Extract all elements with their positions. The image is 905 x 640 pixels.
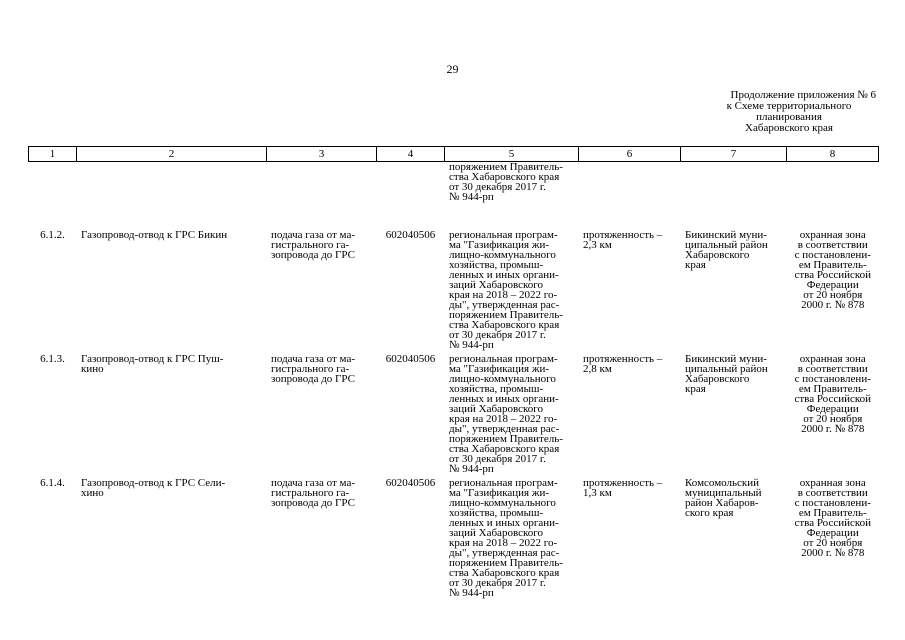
object-purpose: подача газа от ма- гистрального га- зопровода до ГРС xyxy=(271,353,355,385)
object-length: протяженность – 1,3 км xyxy=(583,477,663,499)
table-row xyxy=(29,474,879,598)
header-col-8: 8 xyxy=(787,147,879,162)
header-row xyxy=(29,147,879,162)
appendix-line-1: Продолжение приложения № 6 xyxy=(730,89,876,101)
appendix-heading xyxy=(690,90,888,134)
row-number: 6.1.4. xyxy=(40,477,65,489)
object-code: 602040506 xyxy=(385,229,436,241)
program-basis: региональная програм- ма "Газификация жи- лищно-коммунального хозяйства, промыш- ленных и иных органи- заций Хабаровского края на 2018 – 2022 го- ды", утвержденная рас- поряжением Правитель- ства Хабаровского края от 30 декабря 2017 г. № 944-рп xyxy=(449,229,563,351)
object-name: Газопровод-отвод к ГРС Сели- хино xyxy=(81,477,226,499)
object-district: Бикинский муни- ципальный район Хабаровского края xyxy=(685,353,768,395)
objects-table xyxy=(28,146,879,598)
page-number: 29 xyxy=(446,62,459,76)
object-length: протяженность – 2,3 км xyxy=(583,229,663,251)
object-purpose: подача газа от ма- гистрального га- зопровода до ГРС xyxy=(271,477,355,509)
header-col-6: 6 xyxy=(579,147,681,162)
object-length: протяженность – 2,8 км xyxy=(583,353,663,375)
appendix-line-4: Хабаровского края xyxy=(745,122,833,134)
row-number: 6.1.2. xyxy=(40,229,65,241)
object-code: 602040506 xyxy=(385,477,436,489)
program-basis: региональная програм- ма "Газификация жи- лищно-коммунального хозяйства, промыш- ленных и иных органи- заций Хабаровского края на 2018 – 2022 го- ды", утвержденная рас- поряжением Правитель- ства Хабаровского края от 30 декабря 2017 г. № 944-рп xyxy=(449,353,563,475)
header-col-5: 5 xyxy=(445,147,579,162)
continuation-program-text: поряжением Правитель- ства Хабаровского края от 30 декабря 2017 г. № 944-рп xyxy=(449,161,563,203)
object-name: Газопровод-отвод к ГРС Бикин xyxy=(81,229,228,241)
object-district: Бикинский муни- ципальный район Хабаровского края xyxy=(685,229,768,271)
protection-zone: охранная зона в соответствии с постановлени- ем Правитель- ства Российской Федерации от 20 ноября 2000 г. № 878 xyxy=(794,353,872,435)
header-col-4: 4 xyxy=(377,147,445,162)
header-col-2: 2 xyxy=(77,147,267,162)
object-purpose: подача газа от ма- гистрального га- зопровода до ГРС xyxy=(271,229,355,261)
program-basis: региональная програм- ма "Газификация жи- лищно-коммунального хозяйства, промыш- ленных и иных органи- заций Хабаровского края на 2018 – 2022 го- ды", утвержденная рас- поряжением Правитель- ства Хабаровского края от 30 декабря 2017 г. № 944-рп xyxy=(449,477,563,599)
appendix-line-2: к Схеме территориального xyxy=(726,100,852,112)
row-number: 6.1.3. xyxy=(40,353,65,365)
object-district: Комсомольский муниципальный район Хабаров- ского края xyxy=(685,477,762,519)
continuation-row xyxy=(29,162,879,203)
table-row xyxy=(29,350,879,474)
table-row xyxy=(29,226,879,350)
header-col-3: 3 xyxy=(267,147,377,162)
appendix-line-3: планирования xyxy=(756,111,822,123)
object-code: 602040506 xyxy=(385,353,436,365)
protection-zone: охранная зона в соответствии с постановлени- ем Правитель- ства Российской Федерации от 20 ноября 2000 г. № 878 xyxy=(794,477,872,559)
header-col-1: 1 xyxy=(29,147,77,162)
header-col-7: 7 xyxy=(681,147,787,162)
object-name: Газопровод-отвод к ГРС Пуш- кино xyxy=(81,353,224,375)
protection-zone: охранная зона в соответствии с постановлени- ем Правитель- ства Российской Федерации от 20 ноября 2000 г. № 878 xyxy=(794,229,872,311)
